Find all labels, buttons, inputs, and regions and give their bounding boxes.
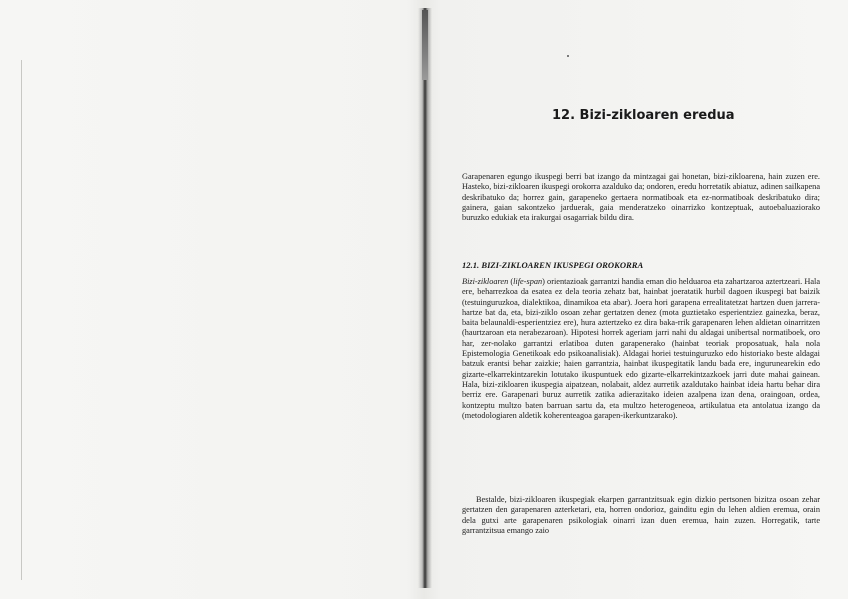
body-paragraph-1	[462, 277, 820, 421]
intro-paragraph	[462, 172, 820, 223]
body-paragraph-1-rest: orientazioak garrantzi handia eman dio helduaroa eta zahartzaroa aztertzeari. Hala ere, beharrezkoa da esatea ez dela teoria zehatz bat, hainbat joeratatik hurbil dagoen ikuspegi bat baizik (testuinguruzkoa, dialektikoa, dinamikoa eta abar). Joera hori garapena errealitatetzat hartzen duen jarrera-hartze bat da, eta, bizi-ziklo osoan zehar gertatzen denez (mota guztietako esperientziez gainezka, beraz, baita belaunaldi-esperientziez ere), hura aztertzeko ez dira baka-rrik garapenaren lehen aldietan oinarritzen (haurtzaroan eta nerabezaroan). Hipotesi horrek ageriam jarri nahi du aldagai unibertsal normatiboek, oro har, zer-nolako garrantzi erlatiboa duten garapenerako (hainbat teoriak proposatuak, hala nola Epistemologia Genetikoak edo psikoanalisiak). Aldagai horiei testuinguruzko edo historiako beste aldagai batzuk erantsi behar zaizkie; haien garrantzia, hainbat ikuspegitatik landu bada ere, ingurunearekin edo gizarte-elkarrekintzarekin lotutako ikuspuntuek edo gizarte-elkarrekintzazkoek jarri dute mahai gainean. Hala, bizi-zikloaren ikuspegia aipatzean, nolabait, aldez aurretik azaldutako hainbat ideia hartu behar dira berriz ere. Garapenari buruz aurretik zatika adierazitako ideien azalpena izan dena, oraingoan, ordea, kontzeptu multzo baten barruan sartu da, eta multzo heterogeneoa, artikulatua eta antolatua izango da (metodologiaren aldetik koherenteagoa garapen-ikerkuntzarako).	[462, 277, 821, 420]
term-bizi-zikloaren: Bizi-zikloaren	[462, 277, 509, 286]
section-heading: 12.1. BIZI-ZIKLOAREN IKUSPEGI OROKORRA	[462, 260, 644, 270]
intro-paragraph-text: Garapenaren egungo ikuspegi berri bat izango da mintzagai gai honetan, bizi-zikloarena, hain zuzen ere. Hasteko, bizi-zikloaren ikuspegi orokorra azalduko da; ondoren, eredu horretatik abiatuz, adinen sailkapena deskribatuko da; horrez gain, garapeneko gertaera normatiboak eta ez-normatiboak deskribatuko dira; gainera, gaian sakontzeko jarduerak, gaia menderatzeko oinarrizko kontzeptuak, autoebaluaziorako buruzko edukiak eta irakurgai osagarriak bildu dira.	[462, 172, 821, 223]
speck-mark	[567, 55, 569, 57]
body-paragraph-2-text: Bestalde, bizi-zikloaren ikuspegiak ekarpen garrantzitsuak egin dizkio pertsonen bizitza osoan zehar gertatzen den garapenaren azterketari, eta, horren ondorioz, gainditu egin du lehen aldien eremua, orain dela gutxi arte garapenaren psikologiak oinarri izan duen eremua, hain zuzen. Horregatik, tarte garrantzitsua emango zaio	[462, 495, 820, 535]
left-page-edge	[21, 60, 22, 580]
chapter-title: 12. Bizi-zikloaren eredua	[552, 108, 735, 123]
book-spine-top	[422, 10, 428, 80]
right-page	[432, 0, 848, 599]
left-page-blank	[0, 0, 420, 599]
term-life-span: life-span	[513, 277, 543, 286]
body-paragraph-2	[462, 495, 820, 536]
book-spine-shadow	[418, 8, 432, 588]
body-paragraph-1-text: Bizi-zikloaren (life-span) orientazioak garrantzi handia eman dio helduaroa eta zahartzaroa aztertzeari. Hala ere, beharrezkoa da esatea ez dela teoria zehatz bat, hainbat joeratatik hurbil dagoen ikuspegi bat baizik (testuinguruzkoa, dialektikoa, dinamikoa eta abar). Joera hori garapena errealitatetzat hartzen duen jarrera-hartze bat da, eta, bizi-ziklo osoan zehar gertatzen denez (mota guztietako esperientziez gainezka, beraz, baita belaunaldi-esperientziez ere), hura aztertzeko ez dira baka-rrik garapenaren lehen aldietan oinarritzen (haurtzaroan eta nerabezaroan). Hipotesi horrek ageriam jarri nahi du aldagai unibertsal normatiboek, oro har, zer-nolako garrantzi erlatiboa duten garapenerako (hainbat teoriak proposatuak, hala nola Epistemologia Genetikoak edo psikoanalisiak). Aldagai horiei testuinguruzko edo historiako beste aldagai batzuk erantsi behar zaizkie; haien garrantzia, hainbat ikuspegitatik landu bada ere, ingurunearekin edo gizarte-elkarrekintzarekin lotutako ikuspuntuek edo gizarte-elkarrekintzazkoek jarri dute mahai gainean. Hala, bizi-zikloaren ikuspegia aipatzean, nolabait, aldez aurretik azaldutako hainbat ideia hartu behar dira berriz ere. Garapenari buruz aurretik zatika adierazitako ideien azalpena izan dena, oraingoan, ordea, kontzeptu multzo baten barruan sartu da, eta multzo heterogeneoa, artikulatua eta antolatua izango da (metodologiaren aldetik koherenteagoa garapen-ikerkuntzarako).	[462, 277, 821, 420]
